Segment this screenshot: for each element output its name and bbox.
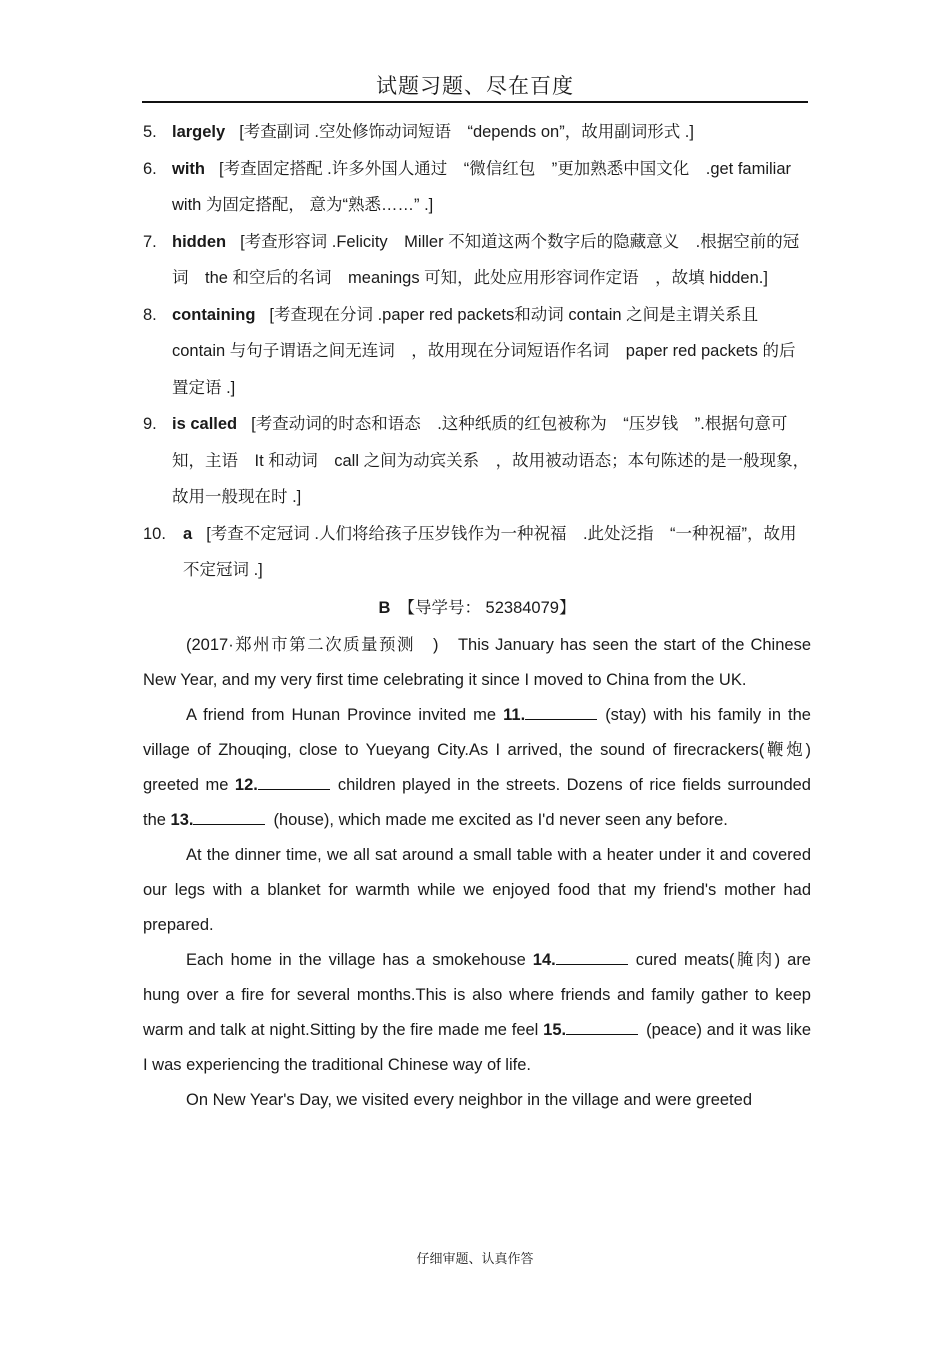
section-heading [143, 590, 811, 627]
passage-text: children played in the streets. Dozens of rice fields surrounded the [143, 775, 811, 829]
passage-paragraph: On New Year's Day, we visited every neighbor in the village and were greeted [186, 1090, 752, 1109]
passage-intro: (2017·郑州市第二次质量预测 ) This January has seen the start of the Chinese New Year, and my very first time celebrating it since I moved to China from the UK. [143, 635, 811, 689]
blank-number: 11. [503, 705, 526, 724]
answer-blank[interactable] [525, 705, 597, 720]
answer-item [143, 406, 811, 516]
passage-text: Each home in the village has a smokehouse [186, 950, 533, 969]
passage-text: (house), which made me excited as I'd never seen any before. [273, 810, 728, 829]
passage-text: cured meats(腌肉) are hung over a fire for several months.This is also where friends and family gather to keep warm and talk at night.Sitting by the fire made me feel [143, 950, 811, 1039]
blank-number: 14. [532, 950, 556, 969]
passage-paragraph [143, 698, 811, 838]
answer-item [143, 516, 811, 589]
answer-item [143, 151, 811, 224]
answer-blank[interactable] [556, 950, 628, 965]
answer-word: hidden [172, 232, 227, 251]
page-header-title: 试题习题、尽在百度 [376, 74, 574, 98]
answer-word: largely [172, 123, 226, 141]
answer-explanation: [考查动词的时态和语态 .这种纸质的红包被称为 “压岁钱 ”.根据句意可知，主语 It 和动词 call 之间为动宾关系 ，故用被动语态；本句陈述的是一般现象，故用一般现在时 .] [172, 415, 810, 506]
answer-explanation: [考查不定冠词 .人们将给孩子压岁钱作为一种祝福 .此处泛指 “一种祝福”，故用不定冠词 .] [183, 524, 797, 579]
answer-explanation: [考查固定搭配 .许多外国人通过 “微信红包 ”更加熟悉中国文化 .get familiar with 为固定搭配， 意为“熟悉……” .] [172, 159, 796, 214]
answer-blank[interactable] [566, 1020, 638, 1035]
answer-explanation: [考查现在分词 .paper red packets和动词 contain 之间是主谓关系且 contain 与句子谓语之间无连词 ，故用现在分词短语作名词 paper red packets 的后置定语 .] [172, 305, 796, 397]
passage-text: (stay) with his family in the village of Zhouqing, close to Yueyang City.As I arrived, the sound of firecrackers(鞭炮) greeted me [143, 705, 811, 794]
answer-item [143, 114, 811, 151]
answer-word: is called [172, 415, 238, 433]
blank-number: 12. [234, 775, 258, 794]
answer-number: 10. [143, 524, 166, 543]
passage-paragraph: At the dinner time, we all sat around a small table with a heater under it and covered our legs with a blanket for warmth while we enjoyed food that my friend's mother had prepared. [143, 845, 811, 934]
answer-word: containing [172, 305, 256, 324]
answer-item [143, 224, 811, 297]
page-footer: 仔细审题、认真作答 [416, 1252, 534, 1267]
answer-blank[interactable] [258, 775, 330, 790]
passage-text: (peace) and it was like I was experiencing the traditional Chinese way of life. [143, 1020, 812, 1074]
answer-number: 9. [143, 415, 157, 433]
header-divider [142, 101, 808, 103]
passage-paragraph [143, 943, 811, 1083]
answer-word: with [172, 159, 205, 178]
answer-explanation: [考查副词 .空处修饰动词短语 “depends on”，故用副词形式 .] [239, 123, 694, 141]
answer-blank[interactable] [193, 810, 265, 825]
blank-number: 13. [170, 810, 194, 829]
answer-item [143, 297, 811, 407]
passage-text: A friend from Hunan Province invited me [186, 705, 504, 724]
answer-number: 8. [143, 305, 157, 324]
answer-explanation: [考查形容词 .Felicity Miller 不知道这两个数字后的隐藏意义 .根据空前的冠词 the 和空后的名词 meanings 可知，此处应用形容词作定语 ，故填 hidden.] [172, 232, 800, 287]
answer-number: 7. [143, 232, 157, 251]
blank-number: 15. [543, 1020, 567, 1039]
answer-number: 5. [143, 123, 157, 141]
section-letter: B [378, 598, 391, 617]
answer-number: 6. [143, 159, 157, 178]
guide-number: 【导学号： 52384079】 [398, 598, 576, 617]
answer-word: a [183, 524, 193, 543]
document-content [143, 114, 811, 1118]
